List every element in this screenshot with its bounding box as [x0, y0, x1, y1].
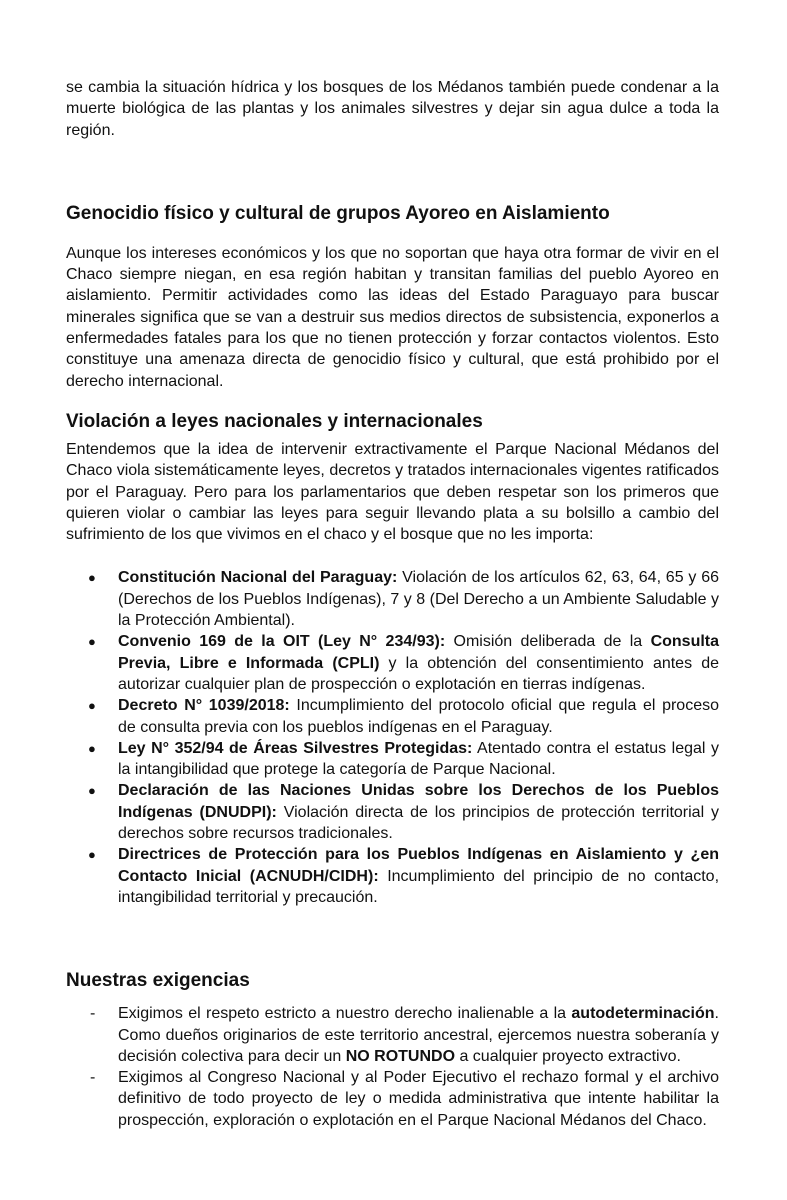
list-item	[66, 1067, 719, 1131]
bullet-icon: ●	[88, 847, 96, 863]
list-item	[66, 738, 719, 781]
law-name: Declaración de las Naciones Unidas sobre los Derechos de los Pueblos Indígenas (DNUDPI):	[118, 782, 719, 821]
bullet-icon: ●	[88, 570, 96, 586]
intro-paragraph: se cambia la situación hídrica y los bosques de los Médanos también puede condenar a la muerte biológica de las plantas y los animales silvestres y dejar sin agua dulce a toda la región.	[66, 79, 719, 139]
list-item	[66, 1003, 719, 1067]
demand-text-end: a cualquier proyecto extractivo.	[455, 1047, 681, 1065]
demand-text: Exigimos el respeto estricto a nuestro derecho inalienable a la	[118, 1005, 572, 1023]
section-heading-exigencias: Nuestras exigencias	[66, 970, 250, 992]
law-description-cont: y la obtención del consentimiento antes de autorizar cualquier plan de prospección o explotación en tierras indígenas.	[118, 654, 719, 693]
law-name: Ley N° 352/94 de Áreas Silvestres Protegidas:	[118, 739, 473, 757]
bullet-icon: ●	[88, 740, 96, 756]
violacion-paragraph: Entendemos que la idea de intervenir extractivamente el Parque Nacional Médanos del Chaco viola sistemáticamente leyes, decretos y tratados internacionales vigentes ratificados por el Paraguay. Pero para los parlamentarios que deben respetar son los primeros que quieren violar o cambiar las leyes para seguir llevando plata a su bolsillo a cambio del sufrimiento de los que vivimos en el chaco y el bosque que no les importa:	[66, 440, 719, 544]
law-description: Incumplimiento del principio de no contacto, intangibilidad territorial y precaución.	[118, 867, 720, 906]
list-item	[66, 567, 719, 631]
list-item	[66, 631, 719, 695]
law-name: Decreto N° 1039/2018:	[118, 697, 290, 715]
list-item	[66, 695, 719, 738]
section-heading-genocidio: Genocidio físico y cultural de grupos Ayoreo en Aislamiento	[66, 202, 610, 224]
demand-text: Exigimos al Congreso Nacional y al Poder Ejecutivo el rechazo formal y el archivo definitivo de todo proyecto de ley o medida administrativa que intente habilitar la prospección, exploración o explotación en el Parque Nacional Médanos del Chaco.	[118, 1069, 719, 1129]
law-description: Omisión deliberada de la	[445, 633, 651, 651]
genocidio-paragraph: Aunque los intereses económicos y los que no soportan que haya otra formar de vivir en el Chaco siempre niegan, en esa región habitan y transitan familias del pueblo Ayoreo en aislamiento. Permitir actividades como las ideas del Estado Paraguayo para buscar minerales significa que se van a destruir sus medios directos de subsistencia, exponerlos a enfermedades fatales para los que no tienen protección y forzar contactos violentos. Esto constituye una amenaza directa de genocidio físico y cultural, que está prohibido por el derecho internacional.	[66, 244, 719, 390]
law-description: Atentado contra el estatus legal y la intangibilidad que protege la categoría de Parque Nacional.	[118, 739, 719, 779]
demand-text-cont: . Como dueños originarios de este territorio ancestral, ejercemos nuestra soberanía y decisión colectiva para decir un	[118, 1005, 719, 1065]
laws-list	[66, 567, 719, 908]
demand-emphasis-2: NO ROTUNDO	[345, 1047, 456, 1065]
bullet-icon: ●	[88, 634, 96, 650]
list-item	[66, 844, 719, 908]
law-name: Directrices de Protección para los Pueblos Indígenas en Aislamiento y ¿en Contacto Inicial (ACNUDH/CIDH):	[118, 846, 719, 885]
law-description: Incumplimiento del protocolo oficial que regula el proceso de consulta previa con los pueblos indígenas en el Paraguay.	[118, 697, 719, 736]
bullet-icon: ●	[88, 783, 96, 799]
law-emphasis: Consulta Previa, Libre e Informada (CPLI)	[118, 633, 720, 672]
section-heading-violacion: Violación a leyes nacionales y internacionales	[66, 410, 483, 432]
dash-icon: -	[90, 1005, 96, 1023]
demands-list	[66, 1003, 719, 1131]
law-name: Convenio 169 de la OIT (Ley N° 234/93):	[118, 633, 446, 651]
list-item	[66, 780, 719, 844]
law-description: Violación directa de los principios de protección territorial y derechos sobre recursos tradicionales.	[118, 803, 720, 843]
bullet-icon: ●	[88, 698, 96, 714]
dash-icon: -	[90, 1069, 96, 1087]
demand-emphasis: autodeterminación	[571, 1005, 715, 1023]
law-description: Violación de los artículos 62, 63, 64, 65 y 66 (Derechos de los Pueblos Indígenas), 7 y 8 (Del Derecho a un Ambiente Saludable y la Protección Ambiental).	[118, 569, 719, 630]
law-name: Constitución Nacional del Paraguay:	[118, 569, 398, 587]
